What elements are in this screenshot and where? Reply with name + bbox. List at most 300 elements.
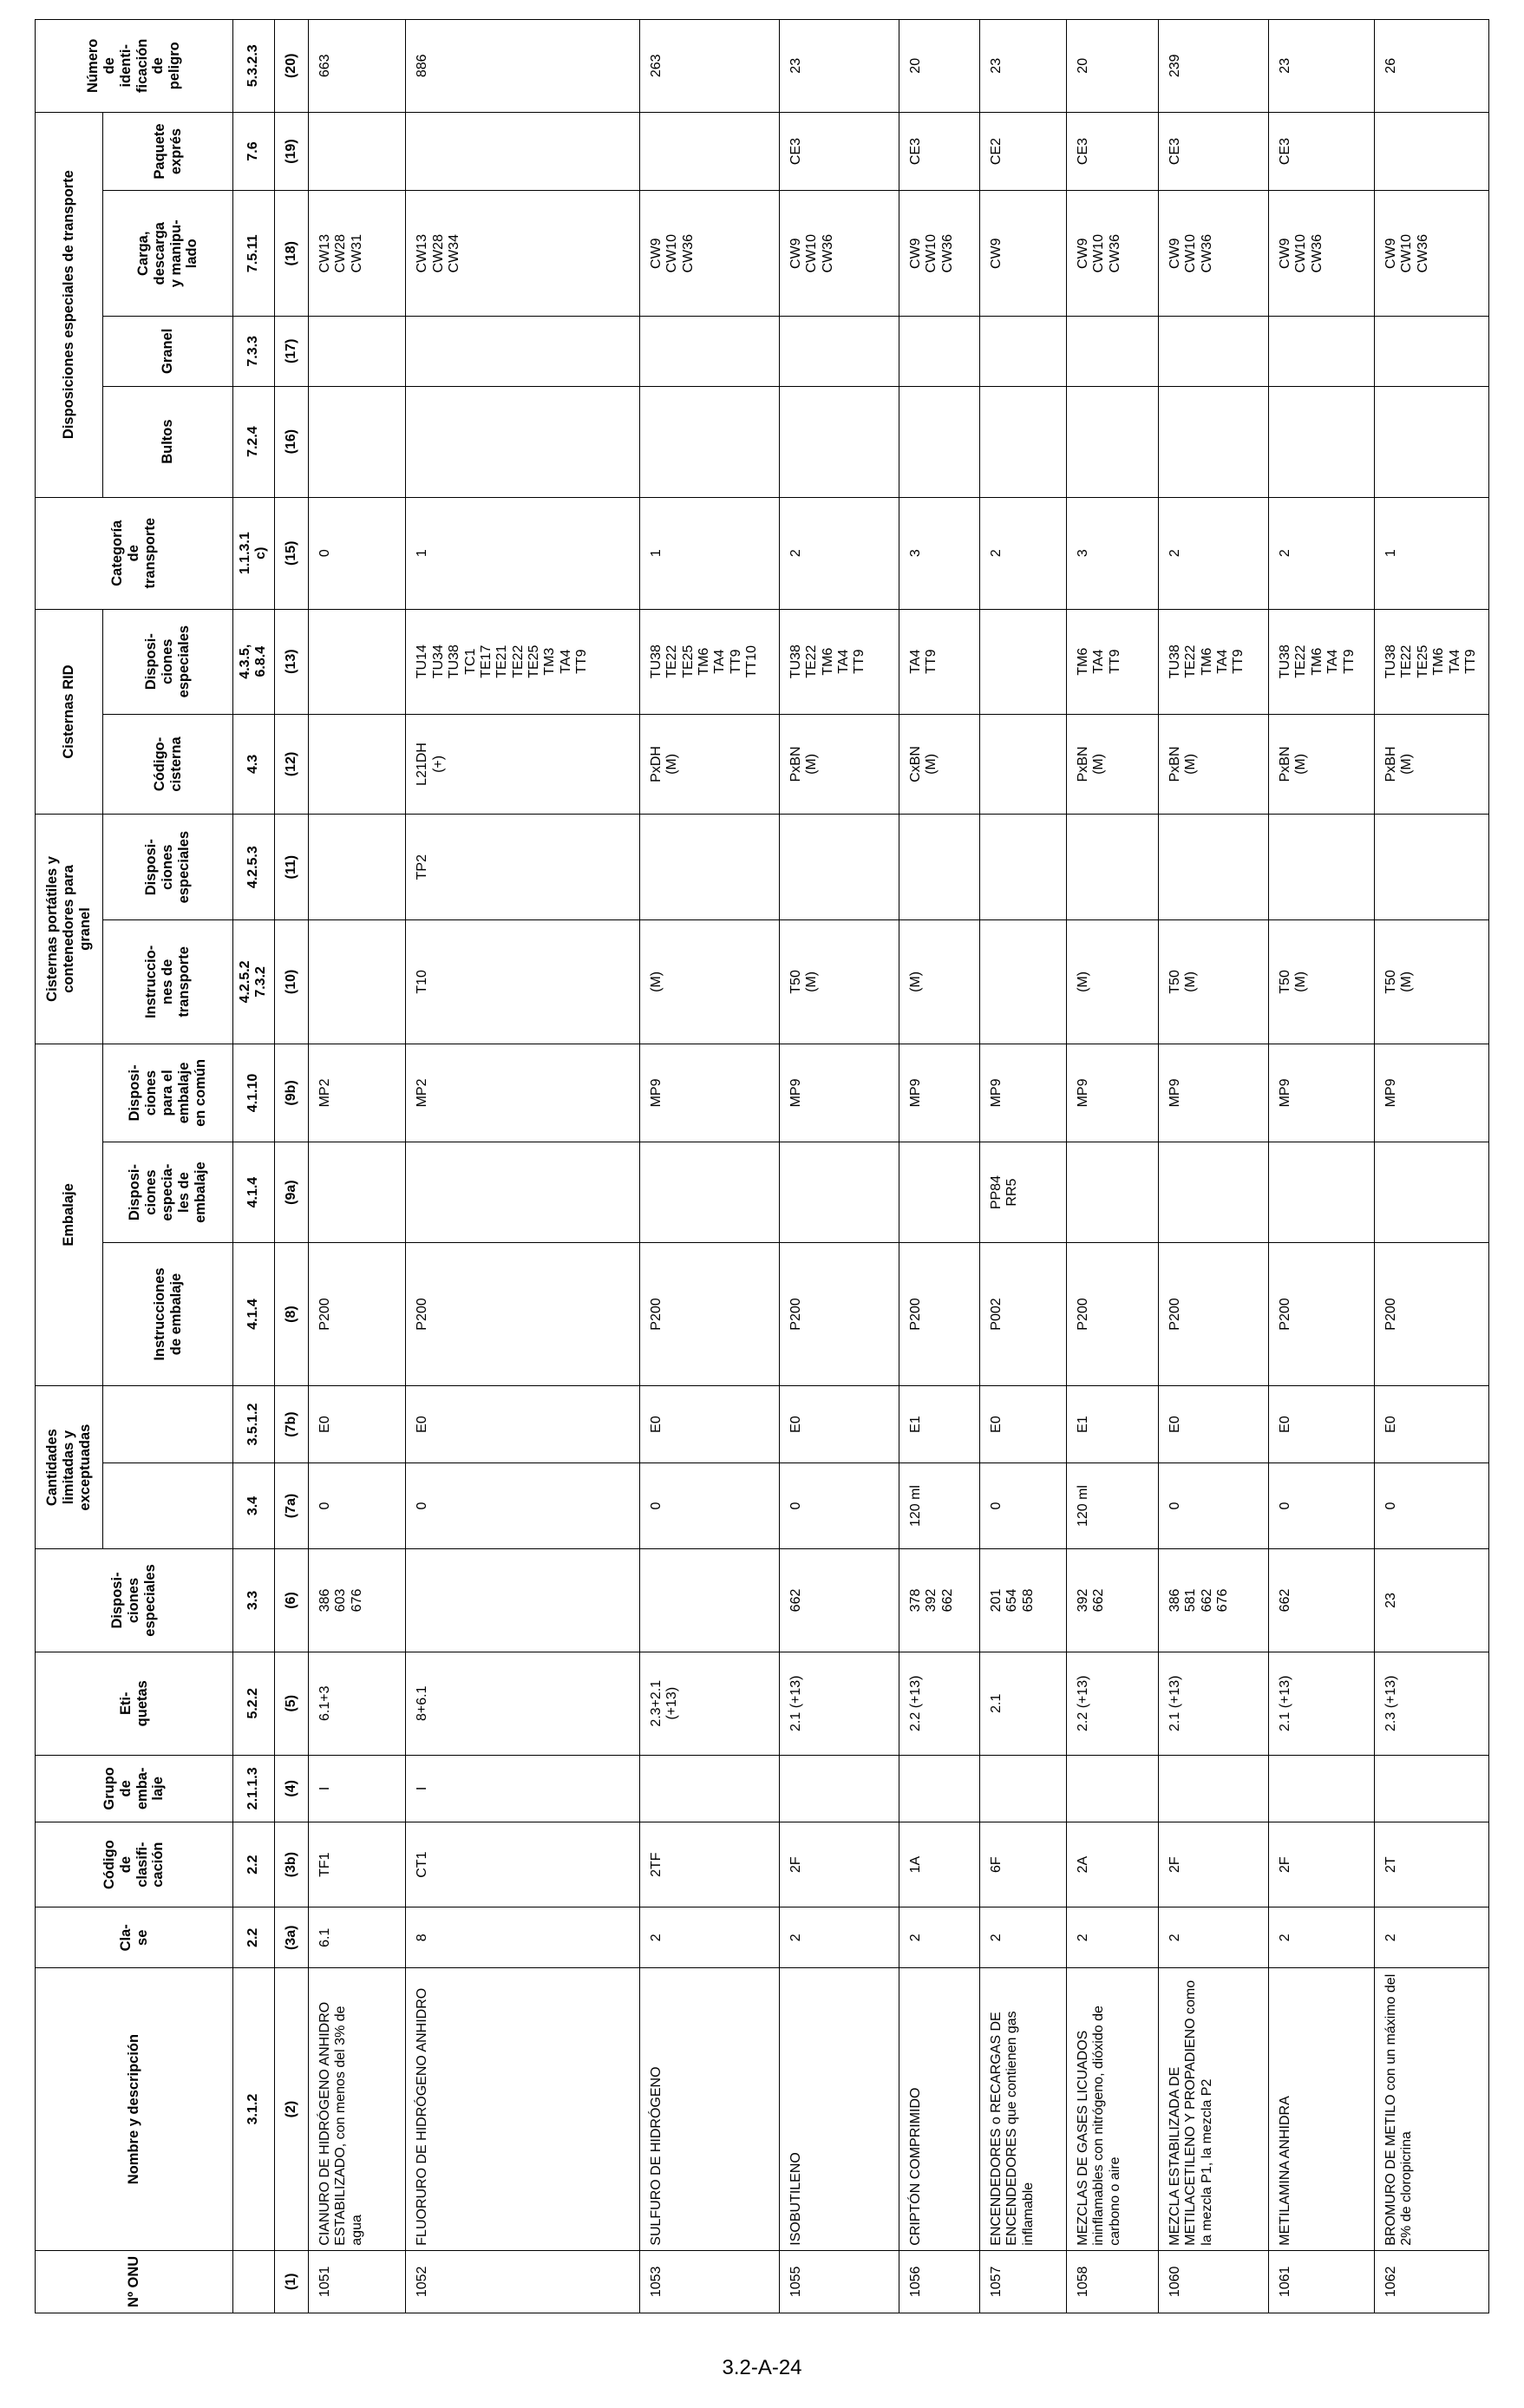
table-cell: I <box>406 1755 639 1822</box>
table-cell: 23 <box>1375 1549 1489 1652</box>
table-cell: CE3 <box>1158 112 1268 191</box>
header-packing-group: Grupo de emba- laje <box>36 1755 233 1822</box>
table-cell: T50 (M) <box>1375 920 1489 1044</box>
table-cell: ENCENDEDORES o RECARGAS DE ENCENDEDORES que contienen gas inflamable <box>980 1968 1067 2250</box>
header-rid-tanks: Cisternas RID <box>36 609 103 815</box>
table-cell: 20 <box>899 20 979 113</box>
table-cell: 1061 <box>1269 2250 1375 2313</box>
column-number-cell-13: (11) <box>274 815 308 920</box>
table-cell: 120 ml <box>899 1462 979 1548</box>
table-cell: MP9 <box>1158 1044 1268 1142</box>
table-cell: E0 <box>1158 1386 1268 1463</box>
table-cell: P200 <box>1375 1242 1489 1385</box>
header-special-transport-provisions: Disposiciones especiales de transporte <box>36 112 103 497</box>
table-row <box>308 20 405 2313</box>
table-cell: 0 <box>308 497 405 609</box>
table-cell: 8+6.1 <box>406 1652 639 1755</box>
table-cell: 201 654 658 <box>980 1549 1067 1652</box>
table-cell: (M) <box>639 920 779 1044</box>
section-cell-1: 3.1.2 <box>233 1968 275 2250</box>
table-cell <box>779 386 899 497</box>
table-cell: 0 <box>1269 1462 1375 1548</box>
section-cell-6: 3.3 <box>233 1549 275 1652</box>
section-cell-3: 2.2 <box>233 1822 275 1907</box>
section-cell-13: 4.2.5.3 <box>233 815 275 920</box>
table-cell: 1 <box>1375 497 1489 609</box>
table-cell: 1057 <box>980 2250 1067 2313</box>
table-cell: 8 <box>406 1907 639 1968</box>
table-cell: TU38 TE22 TM6 TA4 TT9 <box>1158 609 1268 714</box>
table-cell: CW9 CW10 CW36 <box>1158 191 1268 317</box>
header-limited-quantities: Cantidades limitadas y exceptuadas <box>36 1386 103 1549</box>
table-cell: 2T <box>1375 1822 1489 1907</box>
table-cell: 0 <box>779 1462 899 1548</box>
column-number-cell-2: (3a) <box>274 1907 308 1968</box>
column-number-cell-3: (3b) <box>274 1822 308 1907</box>
column-number-cell-10: (9a) <box>274 1142 308 1243</box>
table-cell: CW13 CW28 CW31 <box>308 191 405 317</box>
table-cell <box>980 1755 1067 1822</box>
table-cell: T50 (M) <box>1269 920 1375 1044</box>
table-cell: 1052 <box>406 2250 639 2313</box>
table-row <box>406 20 639 2313</box>
table-cell: E0 <box>980 1386 1067 1463</box>
table-cell: E0 <box>1375 1386 1489 1463</box>
table-cell: 3 <box>899 497 979 609</box>
table-cell: CE2 <box>980 112 1067 191</box>
table-cell: PxBH (M) <box>1375 714 1489 815</box>
column-number-cell-19: (18) <box>274 191 308 317</box>
section-cell-20: 7.6 <box>233 112 275 191</box>
table-cell: 6.1+3 <box>308 1652 405 1755</box>
table-cell: MP2 <box>406 1044 639 1142</box>
table-cell: CT1 <box>406 1822 639 1907</box>
table-cell <box>308 1142 405 1243</box>
column-number-cell-15: (13) <box>274 609 308 714</box>
table-cell: P200 <box>1269 1242 1375 1385</box>
header-rid-special-provisions: Disposi- ciones especiales <box>103 609 233 714</box>
header-packaging: Embalaje <box>36 1044 103 1386</box>
table-cell: SULFURO DE HIDRÓGENO <box>639 1968 779 2250</box>
table-cell <box>308 317 405 387</box>
table-cell: P200 <box>308 1242 405 1385</box>
header-hazard-id: Número de identi- ficación de peligro <box>36 20 233 113</box>
column-number-row <box>274 20 308 2313</box>
table-cell <box>980 386 1067 497</box>
table-cell <box>899 317 979 387</box>
table-cell: 1055 <box>779 2250 899 2313</box>
table-cell <box>639 1755 779 1822</box>
table-cell: P002 <box>980 1242 1067 1385</box>
table-cell <box>1375 112 1489 191</box>
table-cell: 26 <box>1375 20 1489 113</box>
table-cell: TU38 TE22 TE25 TM6 TA4 TT9 <box>1375 609 1489 714</box>
table-cell: E0 <box>308 1386 405 1463</box>
section-cell-17: 7.2.4 <box>233 386 275 497</box>
table-cell: CRIPTÓN COMPRIMIDO <box>899 1968 979 2250</box>
table-cell <box>980 920 1067 1044</box>
table-cell <box>1066 1142 1158 1243</box>
table-cell: TU38 TE22 TE25 TM6 TA4 TT9 TT10 <box>639 609 779 714</box>
table-row <box>779 20 899 2313</box>
rotated-table-wrapper <box>35 19 1489 2313</box>
table-cell: 2F <box>1269 1822 1375 1907</box>
table-cell: 0 <box>980 1462 1067 1548</box>
table-cell: 6F <box>980 1822 1067 1907</box>
table-cell <box>1269 1142 1375 1243</box>
table-cell: 2 <box>980 1907 1067 1968</box>
section-cell-7: 3.4 <box>233 1462 275 1548</box>
table-cell: P200 <box>406 1242 639 1385</box>
table-cell: TA4 TT9 <box>899 609 979 714</box>
table-cell: 2 <box>980 497 1067 609</box>
section-cell-15: 4.3.5, 6.8.4 <box>233 609 275 714</box>
table-cell: 663 <box>308 20 405 113</box>
header-portable-tanks: Cisternas portátiles y contenedores para granel <box>36 815 103 1044</box>
table-cell: TP2 <box>406 815 639 920</box>
table-cell: E0 <box>639 1386 779 1463</box>
table-cell <box>1269 1755 1375 1822</box>
column-number-cell-21: (20) <box>274 20 308 113</box>
header-labels: Eti- quetas <box>36 1652 233 1755</box>
table-cell <box>1375 386 1489 497</box>
table-cell <box>899 386 979 497</box>
column-number-cell-18: (17) <box>274 317 308 387</box>
table-cell: PxBN (M) <box>1066 714 1158 815</box>
table-cell: MEZCLA ESTABILIZADA DE METILACETILENO Y PROPADIENO como la mezcla P1, la mezcla P2 <box>1158 1968 1268 2250</box>
table-cell <box>1158 1142 1268 1243</box>
table-cell <box>1375 317 1489 387</box>
section-cell-4: 2.1.1.3 <box>233 1755 275 1822</box>
section-cell-21: 5.3.2.3 <box>233 20 275 113</box>
table-cell: I <box>308 1755 405 1822</box>
table-row <box>1066 20 1158 2313</box>
table-cell <box>308 920 405 1044</box>
table-cell: 2.1 (+13) <box>1158 1652 1268 1755</box>
table-cell: 1056 <box>899 2250 979 2313</box>
dangerous-goods-table <box>35 19 1489 2313</box>
table-cell: PxBN (M) <box>1158 714 1268 815</box>
table-cell <box>1375 1142 1489 1243</box>
page-number: 3.2-A-24 <box>722 2356 802 2379</box>
table-cell <box>980 609 1067 714</box>
table-cell <box>308 386 405 497</box>
table-cell: 239 <box>1158 20 1268 113</box>
table-cell: (M) <box>1066 920 1158 1044</box>
table-cell: P200 <box>779 1242 899 1385</box>
table-cell: 1 <box>406 497 639 609</box>
table-cell: 2 <box>1269 497 1375 609</box>
table-cell: P200 <box>1066 1242 1158 1385</box>
table-cell: 2 <box>899 1907 979 1968</box>
table-cell <box>980 317 1067 387</box>
table-cell: CW9 CW10 CW36 <box>1066 191 1158 317</box>
table-cell: 662 <box>779 1549 899 1652</box>
table-cell: 0 <box>1375 1462 1489 1548</box>
table-cell <box>1269 815 1375 920</box>
table-cell <box>1269 386 1375 497</box>
table-cell: MP9 <box>639 1044 779 1142</box>
column-number-cell-12: (10) <box>274 920 308 1044</box>
table-cell: MP9 <box>1066 1044 1158 1142</box>
table-cell: 2A <box>1066 1822 1158 1907</box>
table-cell <box>779 317 899 387</box>
table-cell: PxDH (M) <box>639 714 779 815</box>
table-row <box>1375 20 1489 2313</box>
table-cell <box>406 1142 639 1243</box>
table-row <box>1269 20 1375 2313</box>
header-tank-code: Código- cisterna <box>103 714 233 815</box>
header-loading-handling: Carga, descarga y manipu- lado <box>103 191 233 317</box>
table-cell <box>1066 386 1158 497</box>
table-cell: PxBN (M) <box>1269 714 1375 815</box>
table-cell <box>980 714 1067 815</box>
table-cell: 1A <box>899 1822 979 1907</box>
section-cell-5: 5.2.2 <box>233 1652 275 1755</box>
table-cell: 2.1 <box>980 1652 1067 1755</box>
table-cell <box>1066 317 1158 387</box>
table-cell: 2 <box>779 1907 899 1968</box>
table-cell: 386 581 662 676 <box>1158 1549 1268 1652</box>
table-cell: CW13 CW28 CW34 <box>406 191 639 317</box>
header-packages: Bultos <box>103 386 233 497</box>
table-row <box>639 20 779 2313</box>
table-cell: 0 <box>639 1462 779 1548</box>
header-un-number: Nº ONU <box>36 2250 233 2313</box>
table-cell <box>1375 1755 1489 1822</box>
section-cell-10: 4.1.4 <box>233 1142 275 1243</box>
table-cell: 2.3+2.1 (+13) <box>639 1652 779 1755</box>
table-cell: BROMURO DE METILO con un máximo del 2% de cloropicrina <box>1375 1968 1489 2250</box>
table-cell: 2 <box>1158 497 1268 609</box>
table-cell: (M) <box>899 920 979 1044</box>
table-cell: 0 <box>1158 1462 1268 1548</box>
table-cell: METILAMINA ANHIDRA <box>1269 1968 1375 2250</box>
table-cell: 1060 <box>1158 2250 1268 2313</box>
table-cell <box>639 1142 779 1243</box>
section-cell-9: 4.1.4 <box>233 1242 275 1385</box>
table-cell <box>639 815 779 920</box>
table-cell: TF1 <box>308 1822 405 1907</box>
table-cell: CxBN (M) <box>899 714 979 815</box>
column-number-cell-16: (15) <box>274 497 308 609</box>
column-number-cell-20: (19) <box>274 112 308 191</box>
header-transport-category: Categoría de transporte <box>36 497 233 609</box>
table-cell: 2TF <box>639 1822 779 1907</box>
column-number-cell-11: (9b) <box>274 1044 308 1142</box>
header-classification-code: Código de clasifi- cación <box>36 1822 233 1907</box>
table-cell <box>899 1142 979 1243</box>
table-cell <box>1158 815 1268 920</box>
column-number-cell-7: (7a) <box>274 1462 308 1548</box>
table-cell <box>1269 317 1375 387</box>
table-row <box>899 20 979 2313</box>
table-cell: 23 <box>779 20 899 113</box>
column-number-cell-14: (12) <box>274 714 308 815</box>
table-cell: 392 662 <box>1066 1549 1158 1652</box>
table-cell: MP9 <box>1375 1044 1489 1142</box>
section-cell-14: 4.3 <box>233 714 275 815</box>
table-cell: 1062 <box>1375 2250 1489 2313</box>
table-cell <box>308 609 405 714</box>
table-cell: CIANURO DE HIDRÓGENO ANHIDRO ESTABILIZADO, con menos del 3% de agua <box>308 1968 405 2250</box>
table-cell: 2.2 (+13) <box>899 1652 979 1755</box>
table-cell: 0 <box>406 1462 639 1548</box>
header-7b-blank <box>103 1386 233 1463</box>
table-cell: 2 <box>1375 1907 1489 1968</box>
column-number-cell-6: (6) <box>274 1549 308 1652</box>
table-cell <box>639 386 779 497</box>
table-cell: MEZCLAS DE GASES LICUADOS ininflamables con nitrógeno, dióxido de carbono o aire <box>1066 1968 1158 2250</box>
header-class: Cla- se <box>36 1907 233 1968</box>
table-cell <box>779 1142 899 1243</box>
header-name: Nombre y descripción <box>36 1968 233 2250</box>
table-cell <box>899 1755 979 1822</box>
table-cell: 2 <box>1158 1907 1268 1968</box>
table-cell: 6.1 <box>308 1907 405 1968</box>
header-7a-blank <box>103 1462 233 1548</box>
table-cell: 20 <box>1066 20 1158 113</box>
table-cell: 120 ml <box>1066 1462 1158 1548</box>
table-cell: 2.1 (+13) <box>1269 1652 1375 1755</box>
table-cell <box>1158 1755 1268 1822</box>
table-cell: CE3 <box>1269 112 1375 191</box>
table-cell: 2F <box>1158 1822 1268 1907</box>
table-cell: 1051 <box>308 2250 405 2313</box>
column-number-cell-8: (7b) <box>274 1386 308 1463</box>
table-cell: TU38 TE22 TM6 TA4 TT9 <box>779 609 899 714</box>
table-cell: FLUORURO DE HIDRÓGENO ANHIDRO <box>406 1968 639 2250</box>
table-cell: 886 <box>406 20 639 113</box>
header-special-packing-provisions: Disposi- ciones especia- les de embalaje <box>103 1142 233 1243</box>
table-cell: CE3 <box>1066 112 1158 191</box>
table-cell: ISOBUTILENO <box>779 1968 899 2250</box>
column-number-cell-1: (2) <box>274 1968 308 2250</box>
column-number-cell-17: (16) <box>274 386 308 497</box>
table-cell: CW9 CW10 CW36 <box>899 191 979 317</box>
table-cell: TM6 TA4 TT9 <box>1066 609 1158 714</box>
header-bulk: Granel <box>103 317 233 387</box>
section-cell-0 <box>233 2250 275 2313</box>
table-cell <box>639 112 779 191</box>
table-cell: 2.2 (+13) <box>1066 1652 1158 1755</box>
table-cell: L21DH (+) <box>406 714 639 815</box>
table-cell: 2 <box>779 497 899 609</box>
table-row <box>980 20 1067 2313</box>
table-cell: 1058 <box>1066 2250 1158 2313</box>
table-cell <box>406 317 639 387</box>
table-cell: T10 <box>406 920 639 1044</box>
table-cell <box>406 1549 639 1652</box>
table-cell: TU14 TU34 TU38 TC1 TE17 TE21 TE22 TE25 TM3 TA4 TT9 <box>406 609 639 714</box>
table-cell: CW9 CW10 CW36 <box>779 191 899 317</box>
table-cell: 2.3 (+13) <box>1375 1652 1489 1755</box>
table-cell: T50 (M) <box>779 920 899 1044</box>
table-cell: E0 <box>406 1386 639 1463</box>
table-cell: E1 <box>899 1386 979 1463</box>
table-cell <box>308 714 405 815</box>
table-cell <box>308 112 405 191</box>
table-cell: CE3 <box>779 112 899 191</box>
section-cell-18: 7.3.3 <box>233 317 275 387</box>
table-cell: CW9 CW10 CW36 <box>1375 191 1489 317</box>
table-cell: P200 <box>899 1242 979 1385</box>
table-cell: 2 <box>1066 1907 1158 1968</box>
table-cell <box>1158 386 1268 497</box>
table-row <box>1158 20 1268 2313</box>
table-cell <box>406 112 639 191</box>
table-cell: CW9 CW10 CW36 <box>1269 191 1375 317</box>
table-cell: E0 <box>779 1386 899 1463</box>
table-cell: PP84 RR5 <box>980 1142 1067 1243</box>
table-cell: CE3 <box>899 112 979 191</box>
table-cell <box>779 1755 899 1822</box>
table-cell: 2 <box>1269 1907 1375 1968</box>
table-cell: TU38 TE22 TM6 TA4 TT9 <box>1269 609 1375 714</box>
table-cell <box>779 815 899 920</box>
section-reference-row <box>233 20 275 2313</box>
table-cell <box>1158 317 1268 387</box>
section-cell-16: 1.1.3.1 c) <box>233 497 275 609</box>
table-cell: P200 <box>639 1242 779 1385</box>
table-cell <box>639 317 779 387</box>
table-cell: 2F <box>779 1822 899 1907</box>
header-special-provisions: Disposi- ciones especiales <box>36 1549 233 1652</box>
table-cell: CW9 <box>980 191 1067 317</box>
table-cell <box>308 815 405 920</box>
table-cell: CW9 CW10 CW36 <box>639 191 779 317</box>
table-cell: 1 <box>639 497 779 609</box>
table-cell <box>1066 815 1158 920</box>
table-cell: 1053 <box>639 2250 779 2313</box>
table-cell: E1 <box>1066 1386 1158 1463</box>
table-cell: 386 603 676 <box>308 1549 405 1652</box>
table-cell: MP2 <box>308 1044 405 1142</box>
table-cell <box>1375 815 1489 920</box>
table-cell <box>639 1549 779 1652</box>
table-cell: MP9 <box>899 1044 979 1142</box>
column-number-cell-5: (5) <box>274 1652 308 1755</box>
table-cell: 23 <box>980 20 1067 113</box>
table-cell: MP9 <box>980 1044 1067 1142</box>
table-cell: 662 <box>1269 1549 1375 1652</box>
table-cell: 2 <box>639 1907 779 1968</box>
table-cell: 3 <box>1066 497 1158 609</box>
header-mixed-packing-provisions: Disposi- ciones para el embalaje en común <box>103 1044 233 1142</box>
table-cell <box>1066 1755 1158 1822</box>
header-express-parcel: Paquete exprés <box>103 112 233 191</box>
section-cell-12: 4.2.5.2 7.3.2 <box>233 920 275 1044</box>
table-cell: MP9 <box>779 1044 899 1142</box>
header-packing-instructions: Instrucciones de embalaje <box>103 1242 233 1385</box>
table-cell: 23 <box>1269 20 1375 113</box>
table-cell <box>406 386 639 497</box>
header-tank-special-provisions: Disposi- ciones especiales <box>103 815 233 920</box>
table-cell <box>980 815 1067 920</box>
table-cell: 378 392 662 <box>899 1549 979 1652</box>
section-cell-11: 4.1.10 <box>233 1044 275 1142</box>
table-cell: 0 <box>308 1462 405 1548</box>
section-cell-2: 2.2 <box>233 1907 275 1968</box>
header-tank-instructions: Instruccio- nes de transporte <box>103 920 233 1044</box>
table-cell: 263 <box>639 20 779 113</box>
table-cell: E0 <box>1269 1386 1375 1463</box>
table-cell: PxBN (M) <box>779 714 899 815</box>
table-cell: MP9 <box>1269 1044 1375 1142</box>
section-cell-19: 7.5.11 <box>233 191 275 317</box>
column-number-cell-9: (8) <box>274 1242 308 1385</box>
table-cell: P200 <box>1158 1242 1268 1385</box>
